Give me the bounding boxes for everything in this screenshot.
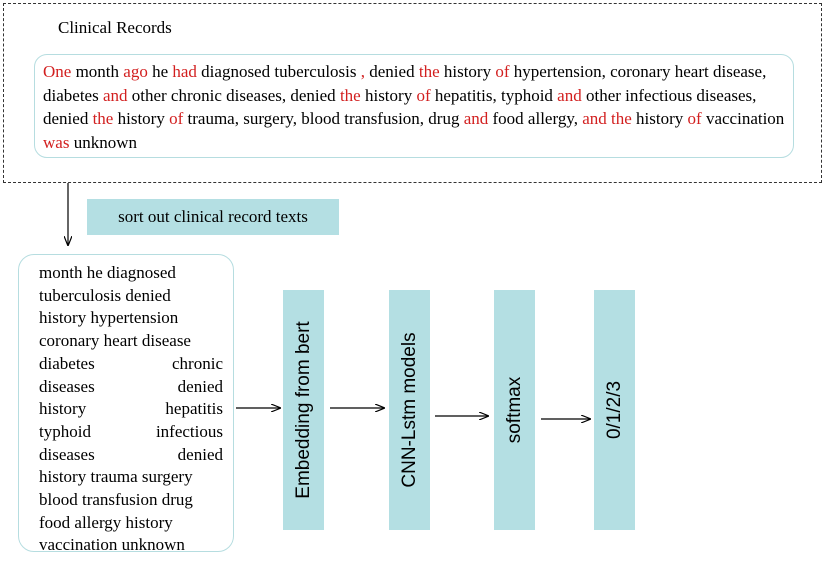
highlighted-word: and the: [582, 109, 632, 128]
highlighted-word: the: [418, 62, 440, 81]
record-text: other chronic diseases, denied: [127, 85, 340, 105]
cleaned-text-line: history trauma surgery: [39, 467, 193, 487]
cleaned-text-line: tuberculosis denied: [39, 285, 171, 305]
cleaned-text-line: vaccination unknown: [39, 535, 185, 555]
clinical-records-title: Clinical Records: [58, 18, 172, 37]
record-text: vaccination: [701, 109, 785, 128]
record-text: history: [631, 109, 688, 128]
cleaned-text-line: food allergy history: [39, 512, 173, 532]
highlighted-word: ago: [123, 62, 148, 81]
cleaned-text-line: typhoid infectious: [39, 421, 223, 441]
highlighted-word: and: [102, 85, 128, 105]
cleaned-text-line: diseases denied: [39, 444, 223, 464]
record-text: history: [360, 85, 417, 105]
stage-cnn-lstm-label: CNN-Lstm models: [398, 332, 420, 488]
cleaned-text-line: history hepatitis: [39, 399, 223, 419]
stage-softmax-label: softmax: [503, 376, 525, 444]
highlighted-word: was: [43, 132, 70, 152]
cleaned-text-line: history hypertension: [39, 308, 179, 328]
highlighted-word: One: [43, 62, 72, 81]
highlighted-word: the: [92, 109, 114, 128]
record-text: denied: [365, 62, 419, 81]
cleaned-text-line: blood transfusion drug: [39, 490, 193, 510]
highlighted-word: ,: [360, 62, 366, 81]
record-text: trauma, surgery, blood transfusion, drug: [183, 109, 464, 128]
cleaned-text-line: diabetes chronic: [39, 353, 223, 373]
highlighted-word: had: [172, 62, 197, 81]
record-text: unknown: [69, 132, 137, 152]
record-text: month: [71, 62, 124, 81]
cleaned-text-line: month he diagnosed: [39, 263, 176, 282]
highlighted-word: of: [416, 85, 431, 105]
record-text: hypertension, coronary heart disease, diabetes: [43, 62, 767, 105]
highlighted-word: and: [557, 85, 582, 105]
highlighted-word: the: [339, 85, 361, 105]
stage-output-label: 0/1/2/3: [603, 380, 625, 440]
sort-step-label: sort out clinical record texts: [87, 199, 339, 235]
highlighted-word: of: [169, 109, 184, 128]
record-text: hepatitis, typhoid: [430, 85, 558, 105]
cleaned-text-line: coronary heart disease: [39, 331, 191, 351]
highlighted-word: of: [495, 62, 510, 81]
record-text: diagnosed tuberculosis: [196, 62, 361, 81]
record-text: food allergy,: [488, 109, 583, 128]
cleaned-text-line: diseases denied: [39, 376, 223, 396]
stage-embedding-label: Embedding from bert: [292, 321, 314, 499]
record-text: history: [439, 62, 496, 81]
highlighted-word: of: [687, 109, 702, 128]
record-text: history: [113, 109, 170, 128]
record-text: other infectious diseases, denied: [43, 85, 757, 128]
record-text: he: [147, 62, 173, 81]
highlighted-word: and: [463, 109, 489, 128]
